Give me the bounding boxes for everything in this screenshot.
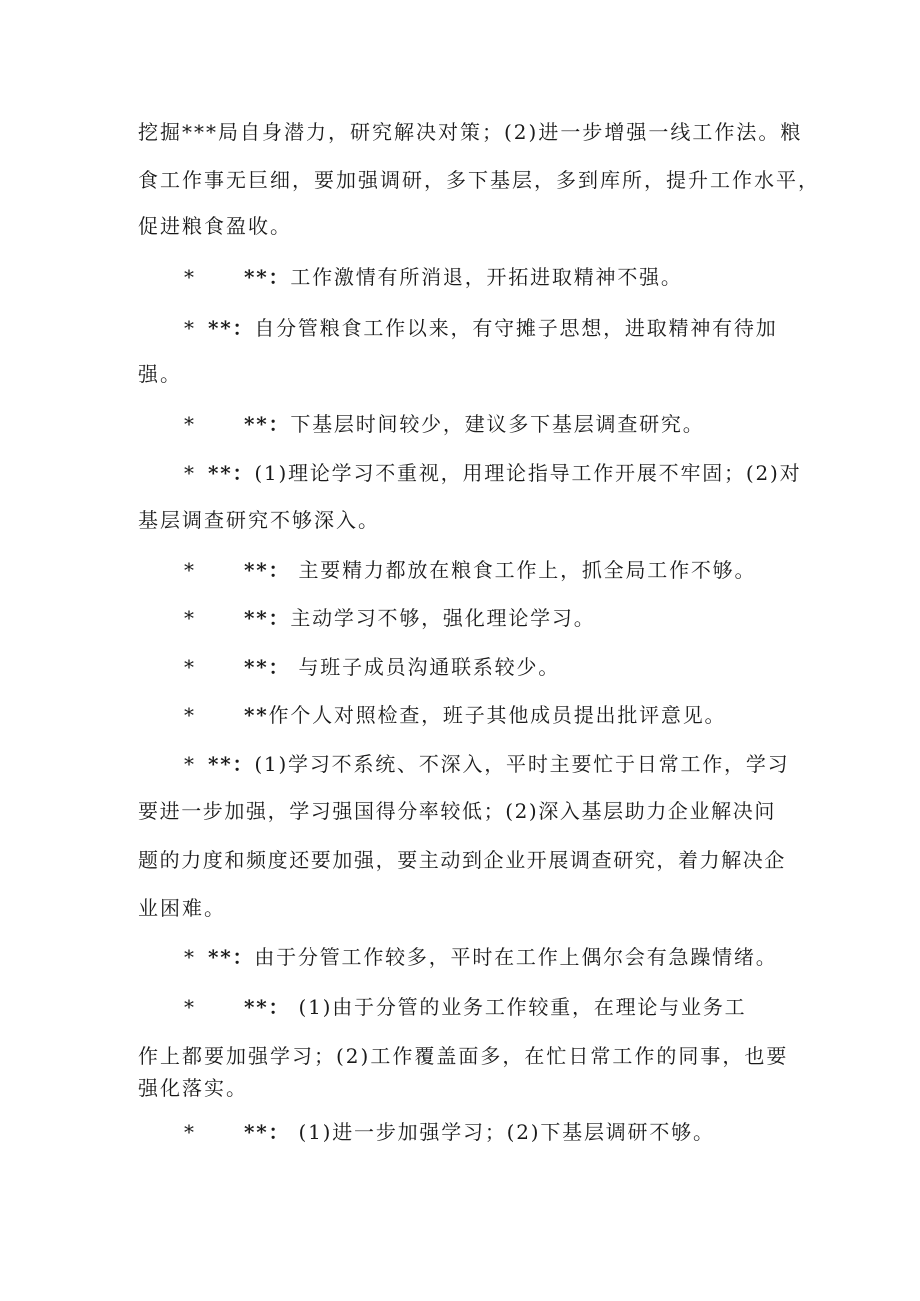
- list-item: [184, 993, 746, 1021]
- item-text: 作个人对照检查，班子其他成员提出批评意见。: [268, 703, 727, 727]
- member-name: **：: [244, 995, 291, 1019]
- paragraph-line: 挖掘***局自身潜力，研究解决对策；(2)进一步增强一线工作法。粮: [138, 120, 803, 144]
- bullet-star: *: [184, 995, 196, 1019]
- paragraph-line: 强。: [138, 362, 182, 386]
- member-name: **：: [244, 606, 291, 630]
- list-item: [184, 410, 705, 438]
- bullet-star: *: [184, 703, 196, 727]
- list-item: [184, 459, 801, 487]
- list-item: [184, 653, 560, 681]
- member-name: **：: [244, 558, 291, 582]
- member-name: **：: [244, 412, 291, 436]
- paragraph-line: 促进粮食盈收。: [138, 214, 292, 238]
- member-name: **：: [208, 945, 255, 969]
- item-text: (1)由于分管的业务工作较重，在理论与业务工: [290, 995, 747, 1019]
- item-text: 由于分管工作较多，平时在工作上偶尔会有急躁情绪。: [254, 945, 778, 969]
- list-item: [184, 750, 789, 778]
- item-text: (1)学习不系统、不深入，平时主要忙于日常工作，学习: [254, 752, 790, 776]
- list-item: [184, 604, 596, 632]
- item-text: 与班子成员沟通联系较少。: [290, 655, 561, 679]
- item-text: 工作激情有所消退，开拓进取精神不强。: [290, 265, 683, 289]
- item-text: 主动学习不够，强化理论学习。: [290, 606, 596, 630]
- member-name: **: [244, 703, 269, 727]
- paragraph-line: 题的力度和频度还要加强，要主动到企业开展调查研究，着力解决企: [138, 848, 786, 872]
- paragraph-line: 强化落实。: [138, 1076, 248, 1100]
- list-item: [184, 263, 683, 291]
- bullet-star: *: [184, 412, 196, 436]
- item-text: (1)理论学习不重视，用理论指导工作开展不牢固；(2)对: [254, 461, 802, 485]
- bullet-star: *: [184, 265, 196, 289]
- paragraph-line: 要进一步加强，学习强国得分率较低；(2)深入基层助力企业解决问: [138, 799, 776, 823]
- list-item: [184, 314, 778, 342]
- list-item: [184, 556, 756, 584]
- member-name: **：: [244, 1120, 291, 1144]
- paragraph-line: 食工作事无巨细，要加强调研，多下基层，多到库所，提升工作水平，: [138, 168, 820, 192]
- bullet-star: *: [184, 945, 196, 969]
- bullet-star: *: [184, 461, 196, 485]
- list-item: [184, 701, 726, 729]
- member-name: **：: [244, 655, 291, 679]
- paragraph-line: 基层调查研究不够深入。: [138, 508, 380, 532]
- bullet-star: *: [184, 558, 196, 582]
- bullet-star: *: [184, 1120, 196, 1144]
- item-text: 主要精力都放在粮食工作上，抓全局工作不够。: [290, 558, 757, 582]
- bullet-star: *: [184, 316, 196, 340]
- bullet-star: *: [184, 752, 196, 776]
- member-name: **：: [244, 265, 291, 289]
- item-text: 自分管粮食工作以来，有守摊子思想，进取精神有待加: [254, 316, 778, 340]
- paragraph-line: 业困难。: [138, 896, 226, 920]
- list-item: [184, 943, 778, 971]
- item-text: 下基层时间较少，建议多下基层调查研究。: [290, 412, 705, 436]
- bullet-star: *: [184, 606, 196, 630]
- member-name: **：: [208, 752, 255, 776]
- list-item: [184, 1118, 715, 1146]
- item-text: (1)进一步加强学习；(2)下基层调研不够。: [290, 1120, 715, 1144]
- bullet-star: *: [184, 655, 196, 679]
- paragraph-line: 作上都要加强学习；(2)工作覆盖面多，在忙日常工作的同事，也要: [138, 1044, 789, 1068]
- member-name: **：: [208, 461, 255, 485]
- member-name: **：: [208, 316, 255, 340]
